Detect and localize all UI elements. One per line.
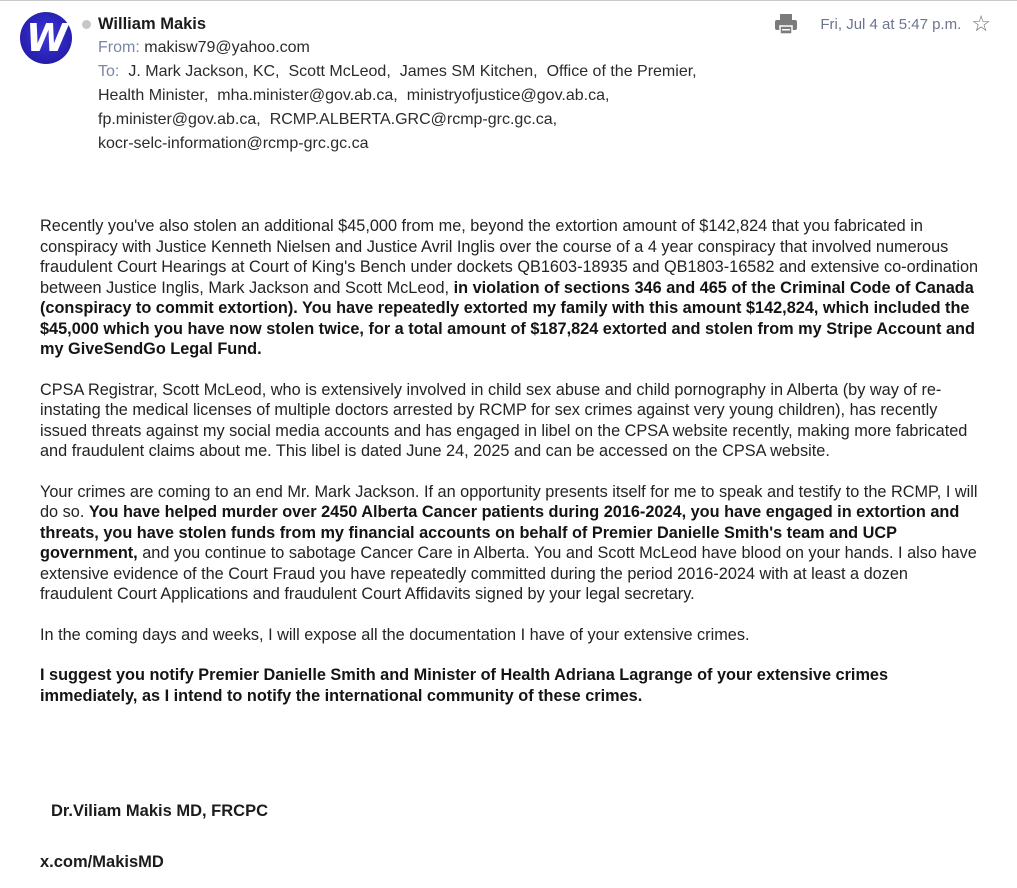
email-body: [40, 216, 980, 726]
presence-status-dot: [82, 20, 91, 29]
profile-link[interactable]: x.com/MakisMD: [40, 853, 164, 871]
message-date: Fri, Jul 4 at 5:47 p.m.: [820, 15, 962, 33]
bold-text: You have helped murder over 2450 Alberta Cancer patients during 2016-2024, you have engaged in extortion and threats, you have stolen funds from my financial accounts on behalf of Premier Danielle Smith's team and UCP government,: [40, 503, 960, 562]
bold-text: I suggest you notify Premier Danielle Smith and Minister of Health Adriana Lagrange of your extensive crimes immediately, as I intend to notify the international community of these crimes.: [40, 666, 889, 705]
body-paragraph: In the coming days and weeks, I will expose all the documentation I have of your extensive crimes.: [40, 625, 750, 644]
star-outline-icon[interactable]: ☆: [971, 11, 991, 36]
signature: Dr.Viliam Makis MD, FRCPC: [51, 802, 269, 820]
recipient[interactable]: ministryofjustice@gov.ab.ca,: [406, 87, 610, 104]
recipient[interactable]: Office of the Premier,: [546, 63, 697, 80]
body-paragraph: CPSA Registrar, Scott McLeod, who is extensively involved in child sex abuse and child pornography in Alberta (by way of re-instating the medical licenses of multiple doctors arrested by RCMP for sex crimes against very young children), has recently issued threats against my social media accounts and has engaged in libel on the CPSA website recently, making more fabricated and fraudulent claims about me. This libel is dated June 24, 2025 and can be accessed on the CPSA website.: [40, 380, 968, 460]
body-paragraph: [40, 482, 980, 605]
to-label: To:: [98, 63, 120, 80]
from-address[interactable]: makisw79@yahoo.com: [144, 39, 310, 56]
body-paragraph: [40, 216, 980, 360]
printer-icon[interactable]: [774, 13, 798, 35]
sender-avatar[interactable]: [20, 12, 72, 64]
paragraph-text: Your crimes are coming to an end Mr. Mark Jackson. If an opportunity presents itself for me to speak and testify to the RCMP, I will do so.: [40, 482, 978, 521]
sender-name[interactable]: William Makis: [98, 15, 207, 33]
body-paragraph: [40, 665, 980, 706]
recipient[interactable]: Scott McLeod,: [288, 63, 391, 80]
from-label: From:: [98, 39, 140, 56]
recipient[interactable]: RCMP.ALBERTA.GRC@rcmp-grc.gc.ca,: [269, 111, 558, 128]
recipient[interactable]: fp.minister@gov.ab.ca,: [98, 111, 261, 128]
recipient[interactable]: mha.minister@gov.ab.ca,: [217, 87, 398, 104]
recipient[interactable]: Health Minister,: [98, 87, 209, 104]
top-divider: [0, 0, 1017, 1]
paragraph-text: Recently you've also stolen an additional $45,000 from me, beyond the extortion amount of $142,824 that you fabricated in conspiracy with Justice Kenneth Nielsen and Justice Avril Inglis over the course of a 4 year conspiracy that involved numerous fraudulent Court Hearings at Court of King's Bench under dockets QB1603-18935 and QB1803-16582 and extensive co-ordination between Justice Inglis, Mark Jackson and Scott McLeod,: [40, 217, 979, 297]
email-header: [98, 12, 758, 156]
paragraph-text: and you continue to sabotage Cancer Care in Alberta. You and Scott McLeod have blood on your hands. I also have extensive evidence of the Court Fraud you have repeatedly committed during the period 2016-2024 with at least a dozen fraudulent Court Applications and fraudulent Court Affidavits signed by your legal secretary.: [40, 544, 977, 603]
bold-text: in violation of sections 346 and 465 of the Criminal Code of Canada (conspiracy to commit extortion). You have repeatedly extorted my family with this amount $142,824, which included the $45,000 which you have now stolen twice, for a total amount of $187,824 extorted and stolen from my Stripe Account and my GiveSendGo Legal Fund.: [40, 278, 975, 358]
recipient[interactable]: kocr-selc-information@rcmp-grc.gc.ca: [98, 135, 369, 152]
from-line: [98, 36, 758, 60]
message-meta: [774, 12, 991, 36]
recipient[interactable]: J. Mark Jackson, KC,: [128, 63, 280, 80]
recipient[interactable]: James SM Kitchen,: [399, 63, 538, 80]
avatar-initial: W: [26, 16, 66, 60]
to-line: [98, 60, 758, 156]
